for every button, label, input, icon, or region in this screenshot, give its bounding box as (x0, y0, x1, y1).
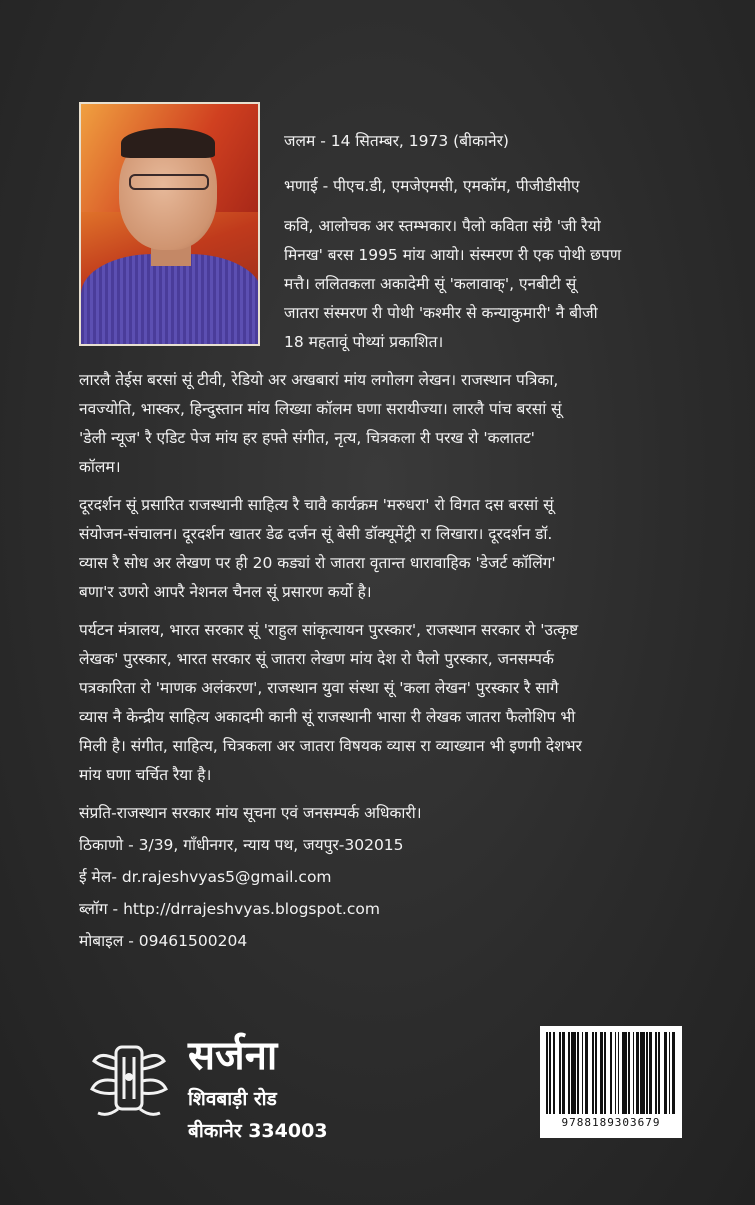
author-photo (79, 102, 260, 346)
intro-line: मत्तै। ललितकला अकादेमी सूं 'कलावाक्', एनबीटी सूं (284, 275, 577, 293)
para-line: पर्यटन मंत्रालय, भारत सरकार सूं 'राहुल सांकृत्यायन पुरस्कार', राजस्थान सरकार रो 'उत्कृष्ट (79, 621, 579, 639)
blog-line: ब्लॉग - http://drrajeshvyas.blogspot.com (79, 900, 380, 918)
para-line: संयोजन-संचालन। दूरदर्शन खातर डेढ दर्जन सूं बेसी डॉक्यूमेंट्री रा लिखारा। दूरदर्शन डॉ. (79, 525, 553, 543)
publisher-address-line1: शिवबाड़ी रोड (188, 1088, 277, 1110)
birth-line: जलम - 14 सितम्बर, 1973 (बीकानेर) (284, 132, 509, 150)
para-line: पत्रकारिता रो 'माणक अलंकरण', राजस्थान युवा संस्था सूं 'कला लेखन' पुरस्कार रै सागै (79, 679, 559, 697)
intro-line: जातरा संस्मरण री पोथी 'कश्मीर से कन्याकुमारी' नै बीजी (284, 304, 598, 322)
intro-line: मिनख' बरस 1995 मांय आयो। संस्मरण री एक पोथी छपण (284, 246, 622, 264)
para-line: कॉलम। (79, 458, 121, 476)
para-line: लारलै तेईस बरसां सूं टीवी, रेडियो अर अखबारां मांय लगोलग लेखन। राजस्थान पत्रिका, (79, 371, 559, 389)
para-line: मिली है। संगीत, साहित्य, चित्रकला अर जातरा विषयक व्यास रा व्याख्यान भी इणगी देशभर (79, 737, 582, 755)
para-line: 'डेली न्यूज' रै एडिट पेज मांय हर हफ्ते संगीत, नृत्य, चित्रकला री परख रो 'कलातट' (79, 429, 535, 447)
barcode-bars (546, 1032, 676, 1114)
para-line: व्यास नै केन्द्रीय साहित्य अकादमी कानी सूं राजस्थानी भासा री लेखक जातरा फैलोशिप भी (79, 708, 576, 726)
intro-line: 18 महतावूं पोथ्यां प्रकाशित। (284, 333, 444, 351)
address-line: ठिकाणो - 3/39, गाँधीनगर, न्याय पथ, जयपुर-302015 (79, 836, 404, 854)
intro-line: कवि, आलोचक अर स्तम्भकार। पैलो कविता संग्रै 'जी रैयो (284, 217, 601, 235)
mobile-line: मोबाइल - 09461500204 (79, 932, 248, 950)
para-line: नवज्योति, भास्कर, हिन्दुस्तान मांय लिख्या कॉलम घणा सरायीज्या। लारलै पांच बरसां सूं (79, 400, 562, 418)
para-line: लेखक' पुरस्कार, भारत सरकार सूं जातरा लेखण मांय देश रो पैलो पुरस्कार, जनसम्पर्क (79, 650, 554, 668)
publisher-address-line2: बीकानेर 334003 (188, 1120, 328, 1142)
publisher-name: सर्जना (188, 1033, 278, 1079)
para-line: दूरदर्शन सूं प्रसारित राजस्थानी साहित्य रै चावै कार्यक्रम 'मरुधरा' रो विगत दस बरसां सूं (79, 496, 554, 514)
para-line: बणा'र उणरो आपरै नेशनल चैनल सूं प्रसारण कर्यो है। (79, 583, 372, 601)
para-line: व्यास रै सोध अर लेखण पर ही 20 कड्यां रो जातरा वृतान्त धारावाहिक 'डेजर्ट कॉलिंग' (79, 554, 556, 572)
isbn-number: 9788189303679 (561, 1116, 661, 1129)
current-post: संप्रति-राजस्थान सरकार मांय सूचना एवं जनसम्पर्क अधिकारी। (79, 804, 422, 822)
barcode-bar (675, 1032, 677, 1114)
publisher-logo-icon (88, 1037, 170, 1119)
para-line: मांय घणा चर्चित रैया है। (79, 766, 212, 784)
education-line: भणाई - पीएच.डी, एमजेएमसी, एमकॉम, पीजीडीसीए (284, 177, 580, 195)
email-line: ई मेल- dr.rajeshvyas5@gmail.com (79, 868, 332, 886)
isbn-barcode (540, 1026, 682, 1138)
